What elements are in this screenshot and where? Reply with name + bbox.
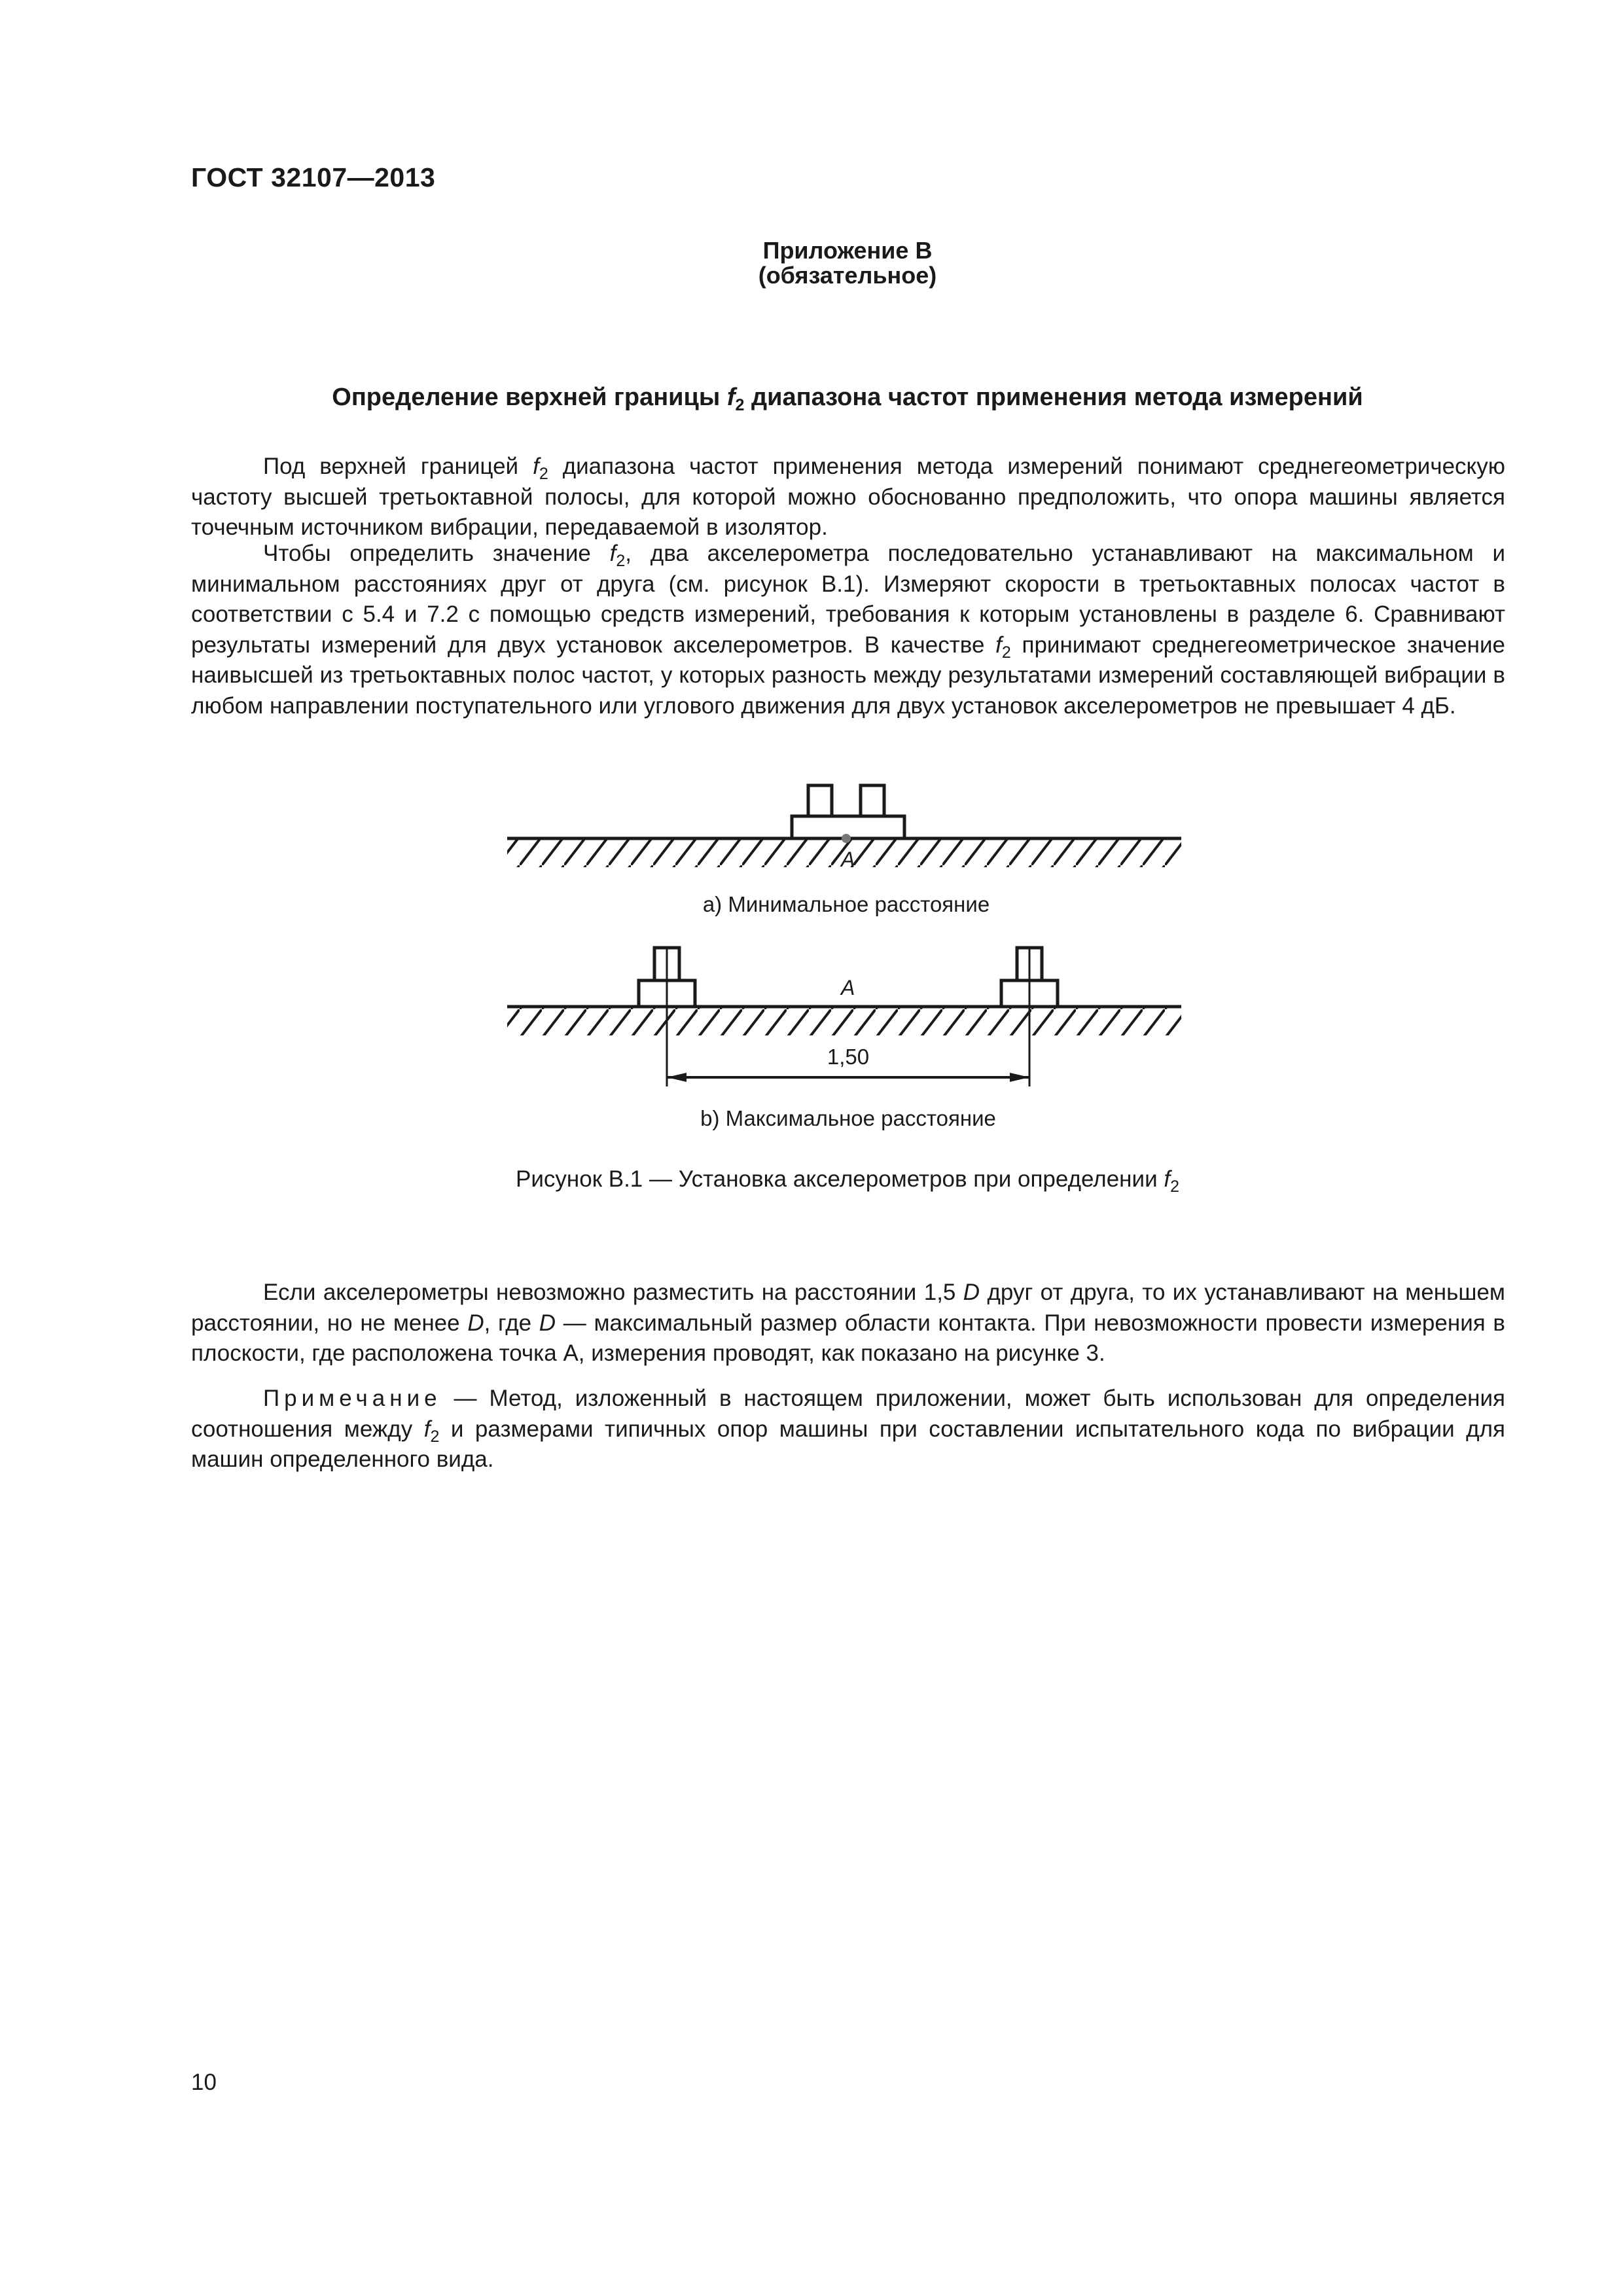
accelerometer-2-a: [861, 785, 884, 816]
page-number: 10: [191, 2070, 217, 2095]
figure-caption: Рисунок В.1 — Установка акселерометров при определении $f_2$: [516, 1166, 1179, 1196]
dimension-arrow-left: [667, 1073, 687, 1082]
point-label-a: A: [841, 848, 855, 871]
dimension-arrow-right: [1010, 1073, 1029, 1082]
annex-title: Приложение В: [762, 237, 933, 264]
point-label-b: A: [841, 976, 855, 999]
paragraph-1: Под верхней границей $f_2$ диапазона частот применения метода измерений понимают среднегеометрическую частоту высшей третьоктавной полосы, для которой можно обоснованно предположить, что опора машины является точечным источником вибрации, передаваемой в изолятор.: [191, 454, 1505, 540]
note-paragraph: Примечание — Метод, изложенный в настоящем приложении, может быть использован для определения соотношения между $f_2$ и размерами типичных опор машины при составлении испытательного кода по вибрации для машин определенного вида.: [191, 1386, 1505, 1472]
paragraph-3: Если акселерометры невозможно разместить на расстоянии 1,5 D друг от друга, то их устанавливают на меньшем расстоянии, но не менее D, где D — максимальный размер области контакта. При невозможности провести измерения в плоскости, где расположена точка А, измерения проводят, как показано на рисунке 3.: [191, 1280, 1505, 1366]
document-header: ГОСТ 32107—2013: [191, 162, 436, 192]
ground-hatching-b: [507, 1008, 1181, 1035]
point-a-marker: [842, 834, 851, 843]
accelerometer-1-a: [808, 785, 832, 816]
caption-a: a) Минимальное расстояние: [702, 892, 990, 916]
note-label: Примечание: [263, 1386, 442, 1411]
accelerometer-figure: [497, 779, 1204, 1145]
dimension-label: 1,50: [827, 1045, 870, 1069]
section-title: Определение верхней границы $f_2$ диапазона частот применения метода измерений: [332, 384, 1363, 414]
paragraph-2: Чтобы определить значение $f_2$, два акселерометра последовательно устанавливают на максимальном и минимальном расстояниях друг от друга (см. рисунок В.1). Измеряют скорости в третьоктавных полосах частот в соответствии с 5.4 и 7.2 с помощью средств измерений, требования к которым установлены в разделе 6. Сравнивают результаты измерений для двух установок акселерометров. В качестве $f_2$ принимают среднегеометрическое значение наивысшей из третьоктавных полос частот, у которых разность между результатами измерений составляющей вибрации в любом направлении поступательного или углового движения для двух установок акселерометров не превышает 4 дБ.: [191, 541, 1506, 719]
caption-b: b) Максимальное расстояние: [700, 1106, 996, 1130]
annex-type: (обязательное): [758, 262, 937, 289]
